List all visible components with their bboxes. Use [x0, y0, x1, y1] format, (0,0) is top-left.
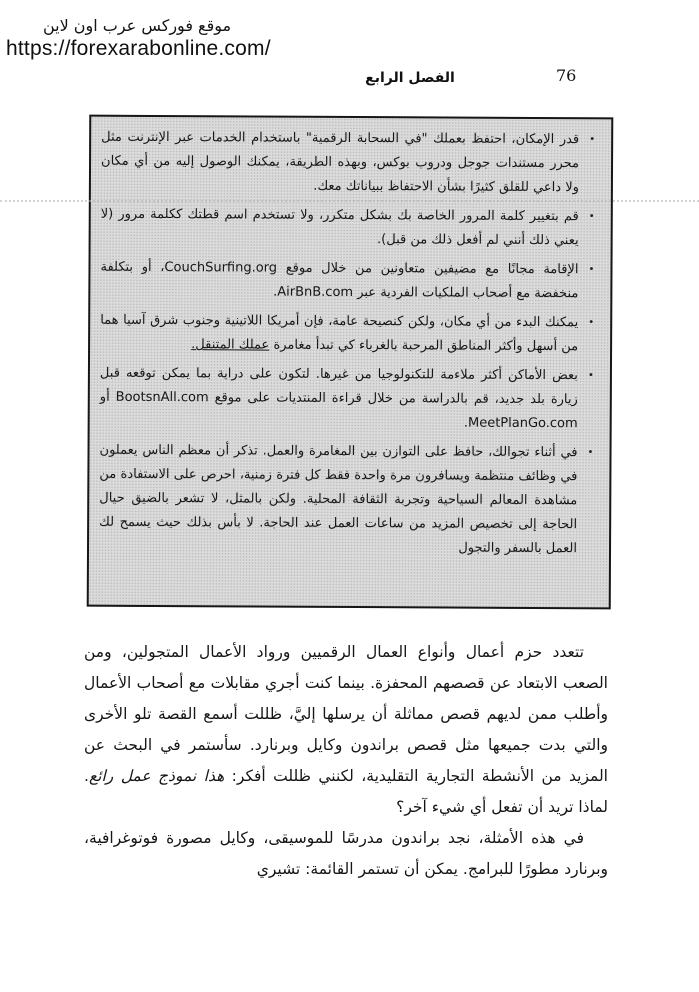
list-item — [100, 309, 598, 360]
paragraph-text: . لماذا تريد أن تفعل أي شيء آخر؟ — [84, 767, 608, 816]
paragraph-italic-phrase: هذا نموذج عمل رائع — [88, 767, 225, 785]
bullet-text-underlined: عملك المتنقل. — [191, 337, 270, 353]
bullet-text — [100, 256, 578, 307]
bullet-icon: • — [588, 211, 595, 223]
bullet-text-segment: بعض الأماكن أكثر ملاءمة للتكنولوجيا من غيرها. لتكون على دراية بما يمكن توقعه قبل زيارة بلد جديد، قم بالدراسة من خلال قراءة المنتديات على موقع BootsnAll.com أو MeetPlanGo.com. — [99, 365, 578, 432]
bullet-icon: • — [589, 134, 596, 146]
bullet-icon: • — [587, 447, 594, 459]
bullet-text — [101, 203, 579, 254]
bullet-text — [100, 362, 578, 437]
bullet-text — [100, 309, 578, 360]
body-text — [84, 637, 608, 885]
bullet-text-segment: يمكنك البدء من أي مكان، ولكن كنصيحة عامة، فإن أمريكا اللاتينية وجنوب شرق آسيا هما من أسهل وأكثر المناطق المرحبة بالغرباء كي تبدأ مغامرة — [100, 312, 579, 355]
watermark — [6, 16, 271, 61]
list-item — [100, 256, 598, 307]
bullet-text-segment: قدر الإمكان، احتفظ بعملك "في السحابة الرقمية" باستخدام الخدمات عبر الإنترنت مثل محرر مستندات جوجل ودروب بوكس، وبهذه الطريقة، يمكنك الوصول إليه من أي مكان ولا داعي للقلق كثيرًا بشأن الاحتفاظ ببياناتك معك. — [101, 129, 580, 196]
bullet-icon: • — [588, 264, 595, 276]
paragraph-text: تتعدد حزم أعمال وأنواع العمال الرقميين ورواد الأعمال المتجولين، ومن الصعب الابتعاد عن قصصهم المحفزة. بينما كنت أجري مقابلات مع أصحاب الأعمال وأطلب ممن لديهم قصص مماثلة أن يرسلها إليَّ، ظللت أسمع القصة تلو الأخرى والتي بدت جميعها مثل قصص براندون وكايل وبرنارد. سأستمر في البحث عن المزيد من الأنشطة التجارية التقليدية، لكنني ظللت أفكر: — [84, 643, 608, 785]
list-item — [101, 203, 599, 254]
bullet-icon: • — [587, 370, 594, 382]
chapter-title: الفصل الرابع — [365, 70, 455, 86]
bullet-text-segment: قم بتغيير كلمة المرور الخاصة بك بشكل متكرر، ولا تستخدم اسم قطتك ككلمة مرور (لا يعني ذلك أنني لم أفعل ذلك من قبل). — [100, 206, 579, 249]
bullet-icon: • — [588, 317, 595, 329]
tips-box — [87, 115, 614, 610]
watermark-site-url: https://forexarabonline.com/ — [6, 37, 271, 60]
body-paragraph-1 — [84, 637, 608, 823]
list-item — [101, 126, 599, 201]
bullet-text-segment: الإقامة مجانًا مع مضيفين متعاونين من خلال موقع CouchSurfing.org، أو بتكلفة منخفضة مع أصحاب الملكيات الفردية عبر AirBnB.com. — [100, 259, 579, 302]
bullet-text — [101, 126, 579, 201]
list-item — [99, 439, 598, 562]
watermark-site-name: موقع فوركس عرب اون لاين — [42, 16, 232, 35]
page-number: 76 — [556, 66, 577, 85]
bullet-text-segment: في أثناء تجوالك، حافظ على التوازن بين المغامرة والعمل. تذكر أن معظم الناس يعملون في وظائف منتظمة ويسافرون مرة واحدة فقط كل فترة زمنية، احرص على الاستفادة من مشاهدة المعالم السياحية وتجربة الثقافة المحلية. ولكن بالمثل، لا تشعر بالضيق حيال الحاجة إلى تخصيص المزيد من ساعات العمل عند الحاجة. لا بأس بذلك حيث يسمح لك العمل بالسفر والتجول — [99, 442, 578, 557]
list-item — [100, 362, 598, 437]
bullet-text — [99, 439, 578, 562]
body-paragraph-2: في هذه الأمثلة، نجد براندون مدرسًا للموسيقى، وكايل مصورة فوتوغرافية، وبرنارد مطورًا للبرامج. يمكن أن تستمر القائمة: تشيري — [84, 829, 608, 878]
